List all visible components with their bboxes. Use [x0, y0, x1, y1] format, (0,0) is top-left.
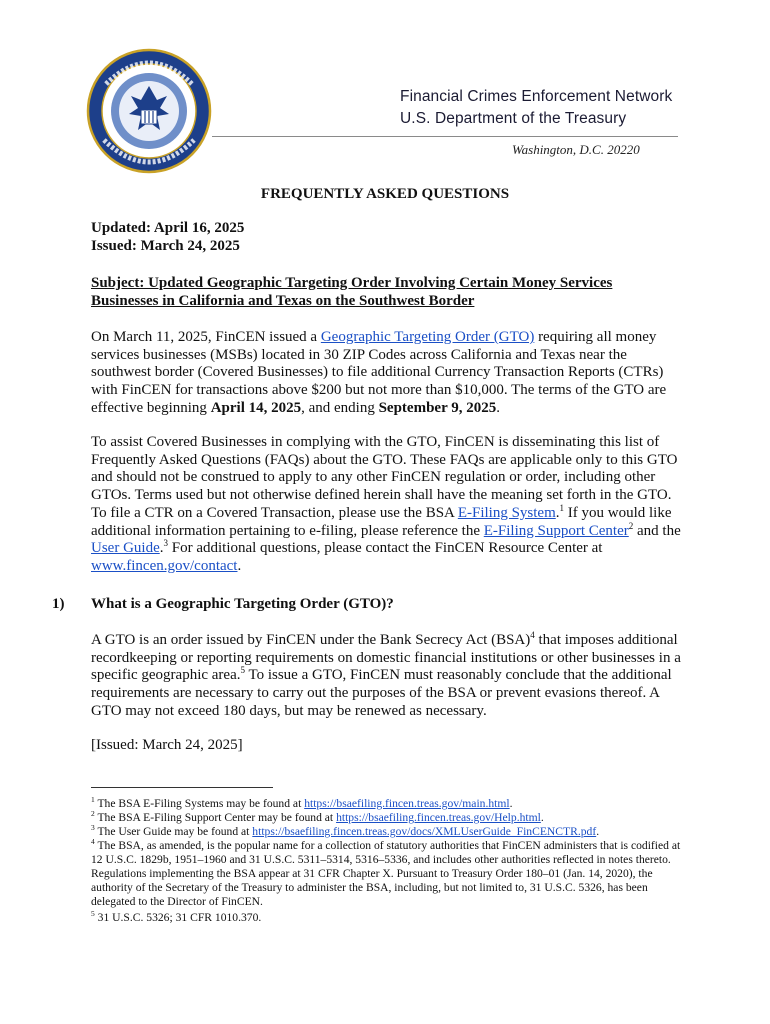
location: Washington, D.C. 20220 [512, 142, 640, 157]
intro-paragraph: On March 11, 2025, FinCEN issued a Geographic Targeting Order (GTO) requiring all money services businesses (MSBs) located in 30 ZIP Codes across California and Texas near the southwest border (Covered Businesses) to file additional Currency Transaction Reports (CTRs) with FinCEN for transactions above $200 but not more than $10,000. The terms of the GTO are effective beginning April 14, 2025, and ending September 9, 2025. [91, 329, 667, 416]
question-heading: What is a Geographic Targeting Order (GTO)? [91, 596, 394, 612]
issued-date: Issued: March 24, 2025 [91, 238, 240, 254]
answer-issued-date: [Issued: March 24, 2025] [91, 737, 243, 753]
footnote: $^4$ The BSA, as amended, is the popular name for a collection of statutory authorities that FinCEN administers that is codified at 12 U.S.C. 1829b, 1951–1960 and 31 U.S.C. 5311–5314, 5316–5336, and includes other authorities reflected in notes thereto. Regulations implementing the BSA appear at 31 CFR Chapter X. Pursuant to Treasury Order 180–01 (Jan. 14, 2020), the authority of the Secretary of the Treasury to administer the BSA, including, but not limited to, 31 U.S.C. 5326, has been delegated to the Director of FinCEN. [91, 837, 681, 908]
gto-link[interactable]: Geographic Targeting Order (GTO) [320, 329, 535, 345]
efiling-system-link[interactable]: E-Filing System [457, 504, 556, 521]
footnote-divider [91, 787, 273, 788]
footnote-link[interactable]: https://bsaefiling.fincen.treas.gov/main.html [304, 797, 510, 810]
footnote-link[interactable]: https://bsaefiling.fincen.treas.gov/Help.html [336, 811, 541, 824]
question-number: 1) [52, 596, 65, 612]
department-name: U.S. Department of the Treasury [400, 110, 627, 127]
page-title: FREQUENTLY ASKED QUESTIONS [260, 186, 510, 202]
updated-date: Updated: April 16, 2025 [91, 220, 245, 236]
assist-paragraph: To assist Covered Businesses in complying with the GTO, FinCEN is disseminating this list of Frequently Asked Questions (FAQs) about the GTO. These FAQs are applicable only to this GTO and should not be construed to apply to any other FinCEN regulation or order, including other GTOs. Terms used but not otherwise defined herein shall have the meaning set forth in the GTO. To file a CTR on a Covered Transaction, please use the BSA E-Filing System.$^1$ If you would like additional information pertaining to e-filing, please reference the E-Filing Support Center$^2$ and the User Guide.$^3$ For additional questions, please contact the FinCEN Resource Center at www.fincen.gov/contact. [91, 434, 681, 574]
contact-link[interactable]: www.fincen.gov/contact [91, 557, 238, 574]
footnote: $^2$ The BSA E-Filing Support Center may be found at https://bsaefiling.fincen.treas.gov/Help.html. [91, 809, 544, 824]
answer-paragraph: A GTO is an order issued by FinCEN under the Bank Secrecy Act (BSA)$^4$ that imposes additional recordkeeping or reporting requirements on domestic financial institutions or other businesses in a specific geographic area.$^5$ To issue a GTO, FinCEN must reasonably conclude that the additional requirements are necessary to carry out the purposes of the BSA or prevent evasions thereof. A GTO may not exceed 180 days, but may be renewed as necessary. [91, 630, 681, 719]
treasury-seal-logo [86, 48, 212, 174]
footnote-link[interactable]: https://bsaefiling.fincen.treas.gov/docs/XMLUserGuide_FinCENCTR.pdf [252, 825, 597, 838]
footnote: $^1$ The BSA E-Filing Systems may be found at https://bsaefiling.fincen.treas.gov/main.html. [91, 795, 513, 810]
efiling-support-center-link[interactable]: E-Filing Support Center [483, 522, 629, 539]
subject: Subject: Updated Geographic Targeting Order Involving Certain Money Services Businesses in California and Texas on the Southwest Border [91, 275, 613, 309]
user-guide-link[interactable]: User Guide [91, 540, 160, 557]
footnote: $^5$ 31 U.S.C. 5326; 31 CFR 1010.370. [91, 909, 262, 924]
footnote: $^3$ The User Guide may be found at https://bsaefiling.fincen.treas.gov/docs/XMLUserGuide_FinCENCTR.pdf. [91, 823, 600, 838]
org-name: Financial Crimes Enforcement Network [400, 88, 673, 105]
letterhead-divider [212, 136, 678, 137]
